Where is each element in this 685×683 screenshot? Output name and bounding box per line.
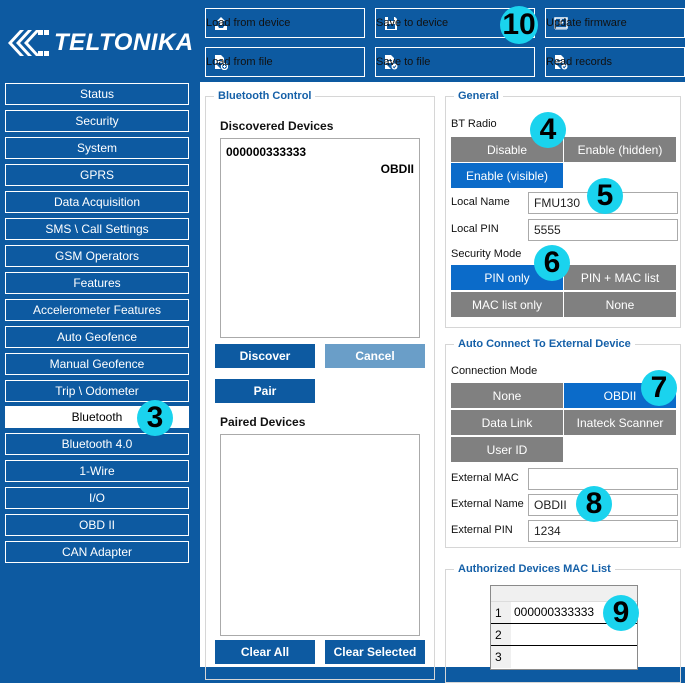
sidebar-item-system[interactable]: System	[5, 137, 189, 159]
security-none[interactable]: None	[564, 292, 677, 318]
sidebar-item-1-wire[interactable]: 1-Wire	[5, 460, 189, 482]
cancel-button[interactable]: Cancel	[325, 344, 425, 368]
annotation-badge-7: 7	[641, 370, 677, 406]
connection-mode-none[interactable]: None	[451, 383, 564, 409]
bt-radio-disable[interactable]: Disable	[451, 137, 564, 163]
clear-all-button[interactable]: Clear All	[215, 640, 315, 664]
local-pin-label: Local PIN	[451, 223, 499, 235]
external-name-input[interactable]: OBDII	[528, 494, 678, 516]
load-from-file-button[interactable]: Load from file	[205, 47, 365, 77]
brand-name: TELTONIKA	[54, 29, 194, 56]
sidebar-item-sms-call-settings[interactable]: SMS \ Call Settings	[5, 218, 189, 240]
sidebar-item-manual-geofence[interactable]: Manual Geofence	[5, 353, 189, 375]
sidebar-item-gprs[interactable]: GPRS	[5, 164, 189, 186]
logo-mark-icon	[6, 28, 52, 58]
external-mac-label: External MAC	[451, 472, 519, 484]
annotation-badge-5: 5	[587, 178, 623, 214]
read-records-button[interactable]: Read records	[545, 47, 685, 77]
pair-button[interactable]: Pair	[215, 379, 315, 403]
load-from-device-button[interactable]: Load from device	[205, 8, 365, 38]
external-name-label: External Name	[451, 498, 524, 510]
security-mode-label: Security Mode	[451, 248, 522, 260]
local-name-label: Local Name	[451, 196, 510, 208]
bt-radio-enable-hidden[interactable]: Enable (hidden)	[564, 137, 677, 163]
bluetooth-control-title: Bluetooth Control	[218, 90, 312, 102]
sidebar-item-auto-geofence[interactable]: Auto Geofence	[5, 326, 189, 348]
bluetooth-settings-panel	[200, 82, 685, 667]
sidebar-item-data-acquisition[interactable]: Data Acquisition	[5, 191, 189, 213]
annotation-badge-4: 4	[530, 112, 566, 148]
annotation-badge-6: 6	[534, 245, 570, 281]
sidebar-item-trip-odometer[interactable]: Trip \ Odometer	[5, 380, 189, 402]
external-pin-label: External PIN	[451, 524, 513, 536]
connection-mode-user-id[interactable]: User ID	[451, 437, 564, 463]
save-to-file-button[interactable]: Save to file	[375, 47, 535, 77]
discovered-devices-label: Discovered Devices	[220, 119, 334, 133]
discovered-devices-list[interactable]	[220, 138, 420, 338]
sidebar-item-can-adapter[interactable]: CAN Adapter	[5, 541, 189, 563]
discover-button[interactable]: Discover	[215, 344, 315, 368]
update-firmware-button[interactable]: Update firmware	[545, 8, 685, 38]
list-item[interactable]: 000000333333 OBDII	[226, 145, 414, 176]
connection-mode-label: Connection Mode	[451, 365, 538, 377]
annotation-badge-9: 9	[603, 595, 639, 631]
annotation-badge-10: 10	[500, 6, 538, 44]
annotation-badge-8: 8	[576, 486, 612, 522]
save-to-device-button[interactable]: Save to device	[375, 8, 535, 38]
table-row[interactable]: 1 000000333333	[491, 602, 637, 624]
security-pin-only[interactable]: PIN only	[451, 265, 564, 291]
bt-radio-enable-visible[interactable]: Enable (visible)	[451, 163, 564, 189]
general-title: General	[458, 90, 499, 102]
local-name-input[interactable]: FMU130	[528, 192, 678, 214]
mac-list-title: Authorized Devices MAC List	[458, 563, 611, 575]
header	[0, 0, 685, 82]
security-mac-list-only[interactable]: MAC list only	[451, 292, 564, 318]
teltonika-logo	[6, 26, 196, 60]
table-row[interactable]: 3	[491, 646, 637, 668]
sidebar-nav	[0, 82, 195, 667]
paired-devices-list[interactable]	[220, 434, 420, 636]
connection-mode-data-link[interactable]: Data Link	[451, 410, 564, 436]
sidebar-item-bluetooth-4-0[interactable]: Bluetooth 4.0	[5, 433, 189, 455]
sidebar-item-bluetooth[interactable]: Bluetooth	[5, 406, 189, 428]
external-mac-input[interactable]	[528, 468, 678, 490]
external-pin-input[interactable]: 1234	[528, 520, 678, 542]
table-row[interactable]: 2	[491, 624, 637, 646]
sidebar-item-accelerometer-features[interactable]: Accelerometer Features	[5, 299, 189, 321]
sidebar-item-status[interactable]: Status	[5, 83, 189, 105]
clear-selected-button[interactable]: Clear Selected	[325, 640, 425, 664]
sidebar-item-security[interactable]: Security	[5, 110, 189, 132]
connection-mode-obdii[interactable]: OBDII	[564, 383, 677, 409]
sidebar-item-gsm-operators[interactable]: GSM Operators	[5, 245, 189, 267]
connection-mode-inateck-scanner[interactable]: Inateck Scanner	[564, 410, 677, 436]
paired-devices-label: Paired Devices	[220, 415, 306, 429]
sidebar-item-obd-ii[interactable]: OBD II	[5, 514, 189, 536]
bt-radio-label: BT Radio	[451, 118, 497, 130]
auto-connect-title: Auto Connect To External Device	[458, 338, 631, 350]
sidebar-item-io[interactable]: I/O	[5, 487, 189, 509]
local-pin-input[interactable]: 5555	[528, 219, 678, 241]
annotation-badge-3: 3	[137, 400, 173, 436]
sidebar-item-features[interactable]: Features	[5, 272, 189, 294]
security-pin-mac-list[interactable]: PIN + MAC list	[564, 265, 677, 291]
